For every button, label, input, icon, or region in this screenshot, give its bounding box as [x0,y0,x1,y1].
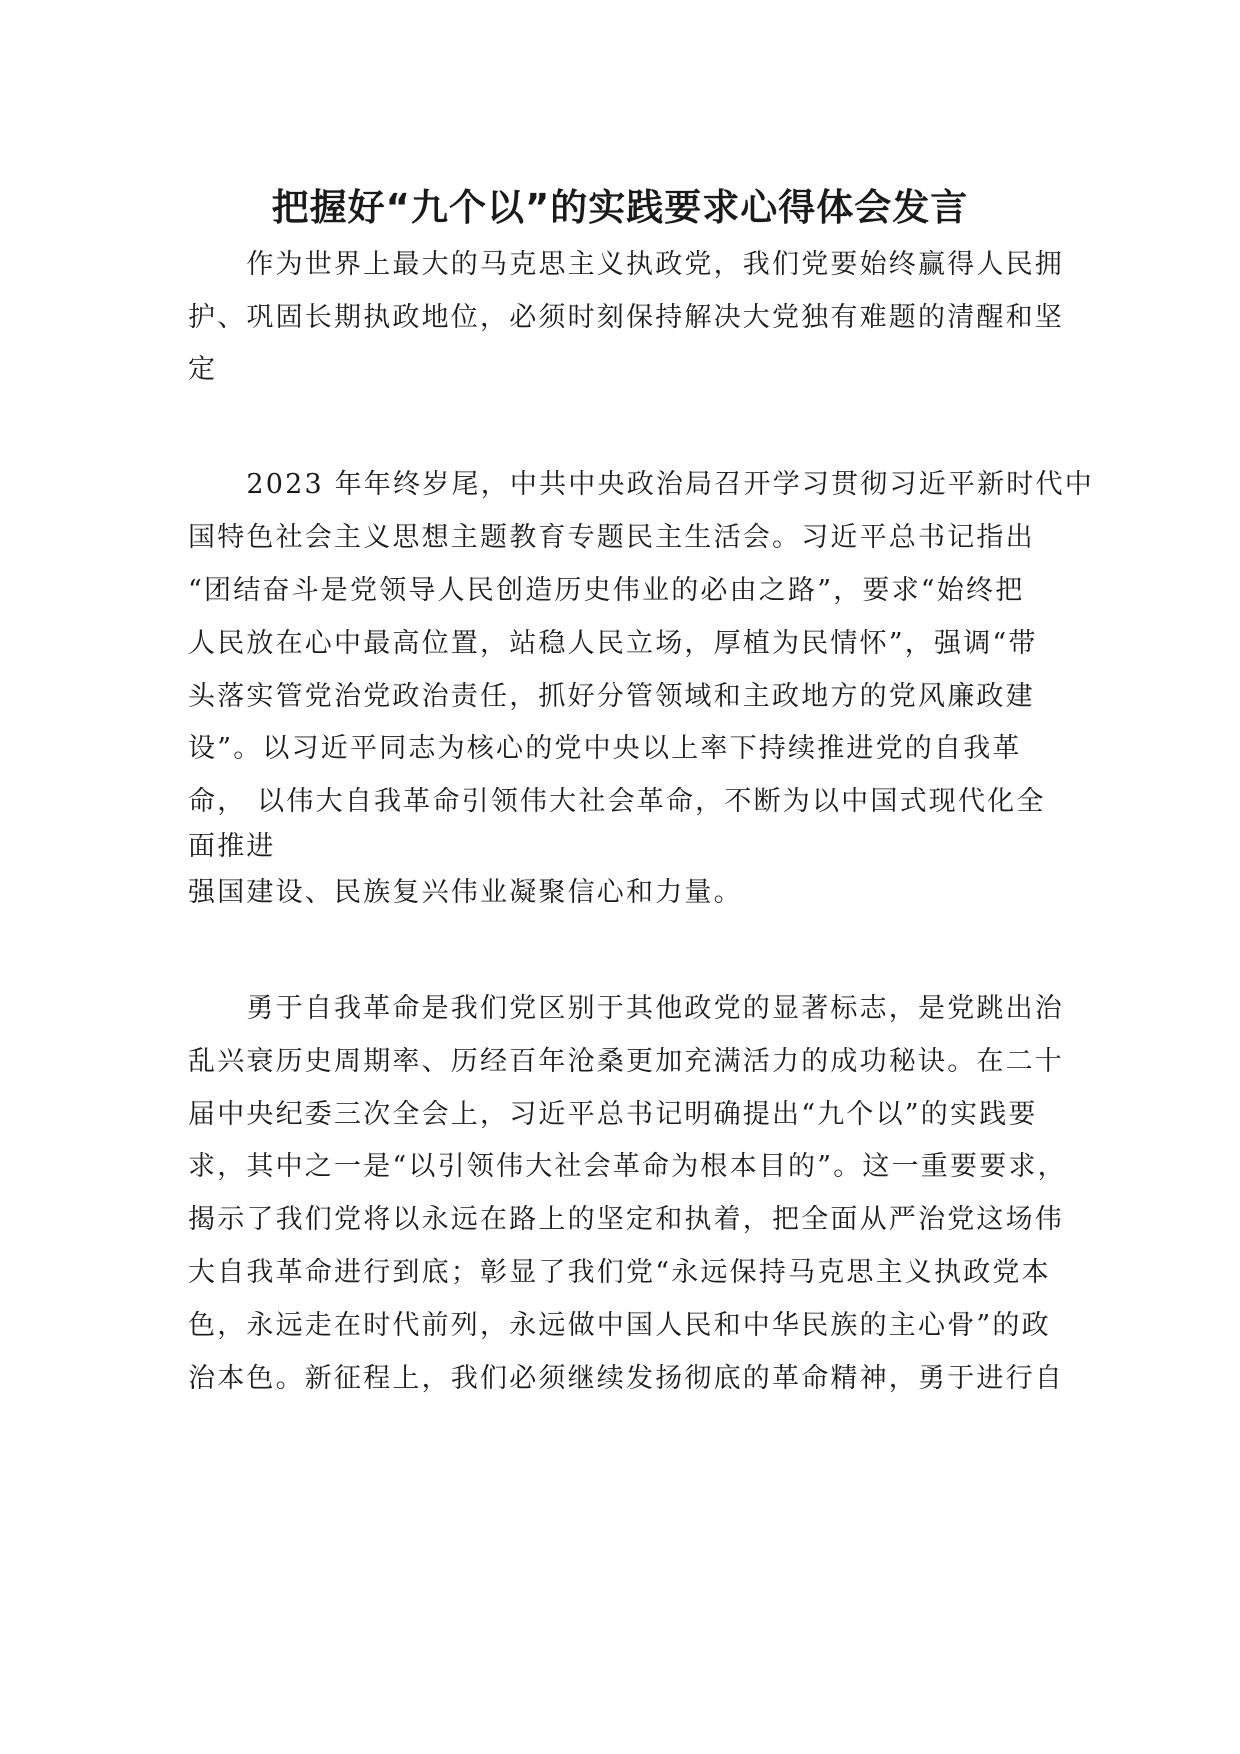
paragraph-3-line-4: 求，其中之一是“以引领伟大社会革命为根本目的”。这一重要要求， [188,1151,1067,1182]
paragraph-2-line-6: 设”。以习近平同志为核心的党中央以上率下持续推进党的自我革 [188,733,1022,764]
paragraph-1-line-3: 定 [188,354,218,385]
paragraph-3-line-3: 届中央纪委三次全会上，习近平总书记明确提出“九个以”的实践要 [188,1099,1038,1130]
paragraph-3-line-5: 揭示了我们党将以永远在路上的坚定和执着，把全面从严治党这场伟 [188,1204,1064,1235]
paragraph-2-line-1: 2023 年年终岁尾，中共中央政治局召开学习贯彻习近平新时代中 [188,469,1094,500]
document-title: 把握好“九个以”的实践要求心得体会发言 [271,186,969,229]
paragraph-3-line-7: 色，永远走在时代前列，永远做中国人民和中华民族的主心骨”的政 [188,1310,1051,1341]
paragraph-3-line-8: 治本色。新征程上，我们必须继续发扬彻底的革命精神，勇于进行自 [188,1363,1064,1394]
paragraph-1-line-1: 作为世界上最大的马克思主义执政党，我们党要始终赢得人民拥 [188,249,1064,280]
paragraph-2-line-7: 命， 以伟大自我革命引领伟大社会革命，不断为以中国式现代化全 [188,786,1046,817]
paragraph-3-line-1: 勇于自我革命是我们党区别于其他政党的显著标志，是党跳出治 [188,993,1064,1024]
paragraph-2-line-2: 国特色社会主义思想主题教育专题民主生活会。习近平总书记指出 [188,522,1035,553]
paragraph-2-line-5: 头落实管党治党政治责任，抓好分管领域和主政地方的党风廉政建 [188,681,1035,712]
paragraph-3-line-6: 大自我革命进行到底；彰显了我们党“永远保持马克思主义执政党本 [188,1257,1051,1288]
paragraph-2-line-8: 面推进 [188,831,276,862]
paragraph-2-line-3: “团结奋斗是党领导人民创造历史伟业的必由之路”，要求“始终把 [188,575,1025,606]
paragraph-2-line-4: 人民放在心中最高位置，站稳人民立场，厚植为民情怀”，强调“带 [188,628,1038,659]
paragraph-2-line-9: 强国建设、民族复兴伟业凝聚信心和力量。 [188,877,743,908]
paragraph-1-line-2: 护、巩固长期执政地位，必须时刻保持解决大党独有难题的清醒和坚 [188,302,1064,333]
paragraph-3-line-2: 乱兴衰历史周期率、历经百年沧桑更加充满活力的成功秘诀。在二十 [188,1046,1064,1077]
